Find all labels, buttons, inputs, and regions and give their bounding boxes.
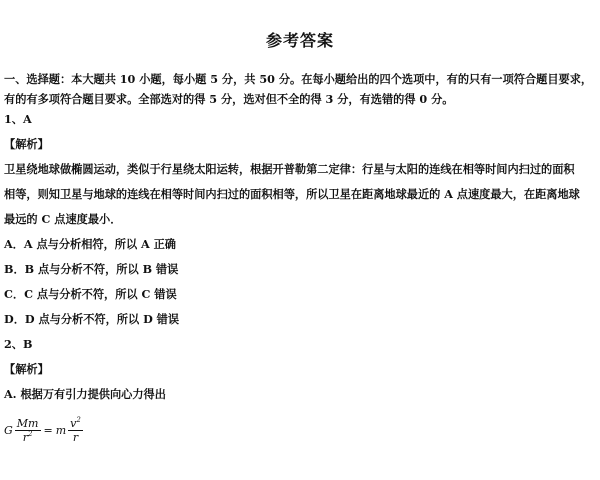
formula-lhs-den-exponent: 2 <box>28 429 33 438</box>
formula-rhs-num-exponent: 2 <box>76 415 81 424</box>
formula-rhs-num-base: v <box>70 416 77 430</box>
section-intro-line-1: 一、选择题：本大题共 10 小题，每小题 5 分，共 50 分。在每小题给出的四个选项中，有的只有一项符合题目要求， <box>4 72 593 86</box>
q1-analysis-label: 【解析】 <box>4 137 49 151</box>
q1-explanation-line-3: 最远的 C 点速度最小． <box>4 212 122 226</box>
formula-rhs-fraction <box>68 417 83 444</box>
section-intro-line-2: 有的有多项符合题目要求。全部选对的得 5 分，选对但不全的得 3 分，有选错的得 0 分。 <box>4 92 454 106</box>
formula-m: m <box>55 423 67 437</box>
q2-answer: 2、B <box>4 337 33 351</box>
formula-rhs-denominator: r <box>72 430 79 444</box>
page-title: 参考答案 <box>265 31 334 50</box>
formula-lhs-numerator: Mm <box>16 416 39 430</box>
q1-option-a: A．A 点与分析相符，所以 A 正确 <box>4 237 176 251</box>
q1-explanation-line-2: 相等，则知卫星与地球的连线在相等时间内扫过的面积相等，所以卫星在距离地球最近的 A 点速度最大，在距离地球 <box>4 187 580 201</box>
q1-answer: 1、A <box>4 112 32 126</box>
formula-g: G <box>4 423 13 437</box>
q2-line-a: A. 根据万有引力提供向心力得出 <box>4 387 166 401</box>
q1-option-b: B．B 点与分析不符，所以 B 错误 <box>4 262 179 276</box>
q1-explanation-line-1: 卫星绕地球做椭圆运动，类似于行星绕太阳运转，根据开普勒第二定律：行星与太阳的连线在相等时间内扫过的面积 <box>4 162 575 176</box>
q2-analysis-label: 【解析】 <box>4 362 49 376</box>
q1-option-d: D．D 点与分析不符，所以 D 错误 <box>4 312 180 326</box>
formula-lhs-fraction <box>15 417 41 444</box>
q1-option-c: C．C 点与分析不符，所以 C 错误 <box>4 287 177 301</box>
formula-equals: = <box>43 423 53 437</box>
gravitation-formula <box>4 412 83 448</box>
formula-rhs-numerator <box>68 417 83 431</box>
formula-lhs-den-base: r <box>22 430 29 444</box>
formula-lhs-denominator <box>21 431 35 444</box>
